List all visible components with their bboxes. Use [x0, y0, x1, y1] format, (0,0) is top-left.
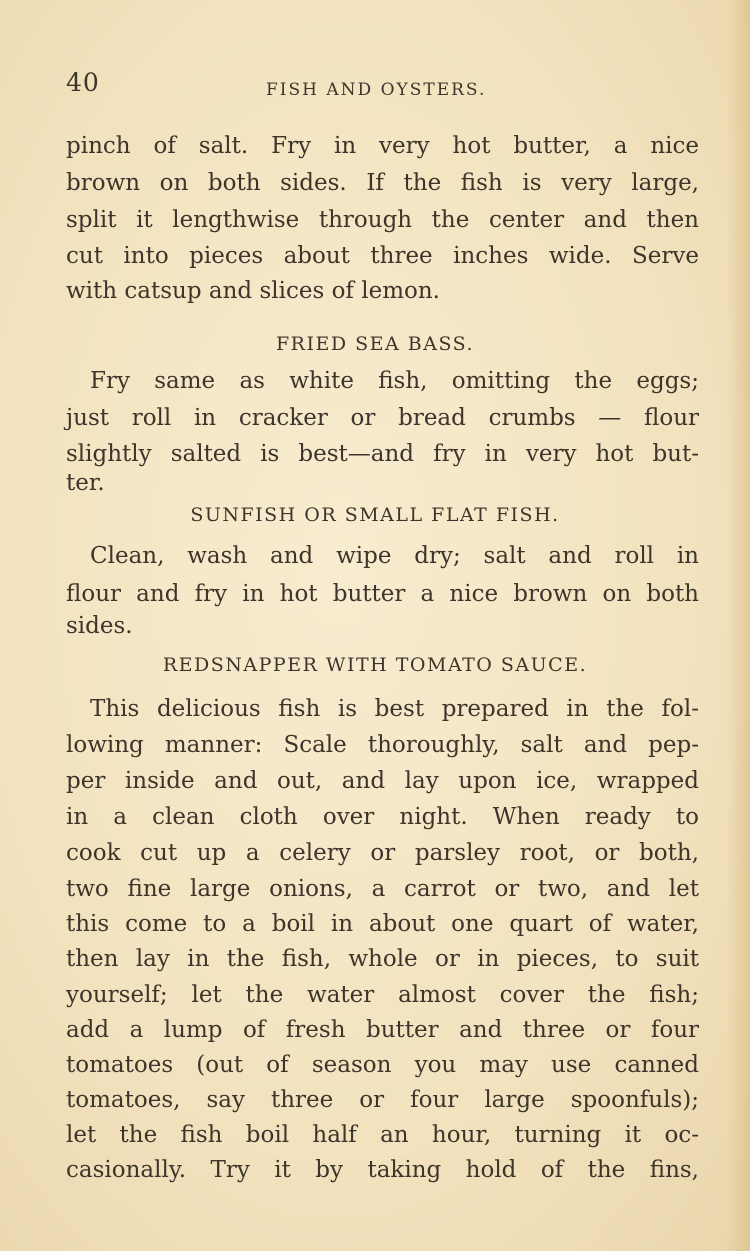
body-line: sides.	[66, 613, 133, 639]
body-line: split it lengthwise through the center and then	[66, 207, 699, 233]
body-line: per inside and out, and lay upon ice, wrapped	[66, 768, 699, 794]
body-line: two fine large onions, a carrot or two, and let	[66, 876, 699, 902]
body-line: Clean, wash and wipe dry; salt and roll in	[90, 543, 699, 569]
body-line: casionally. Try it by taking hold of the fins,	[66, 1157, 699, 1183]
body-line: tomatoes (out of season you may use canned	[66, 1052, 699, 1078]
section-heading: REDSNAPPER WITH TOMATO SAUCE.	[162, 654, 588, 676]
section-heading: SUNFISH OR SMALL FLAT FISH.	[190, 504, 560, 526]
body-line: just roll in cracker or bread crumbs — flour	[66, 405, 699, 431]
running-head: FISH AND OYSTERS.	[266, 80, 487, 100]
body-line: cook cut up a celery or parsley root, or both,	[66, 840, 699, 866]
body-line: Fry same as white fish, omitting the eggs;	[90, 368, 699, 394]
body-line: lowing manner: Scale thoroughly, salt and pep-	[66, 732, 699, 758]
body-line: yourself; let the water almost cover the fish;	[66, 982, 699, 1008]
body-line: This delicious fish is best prepared in the fol-	[90, 696, 699, 722]
page-number: 40	[66, 68, 100, 97]
body-line: let the fish boil half an hour, turning it oc-	[66, 1122, 699, 1148]
body-line: with catsup and slices of lemon.	[66, 278, 440, 304]
body-line: cut into pieces about three inches wide. Serve	[66, 243, 699, 269]
body-line: slightly salted is best—and fry in very hot but-	[66, 441, 699, 467]
body-line: add a lump of fresh butter and three or four	[66, 1017, 699, 1043]
body-line: then lay in the fish, whole or in pieces, to suit	[66, 946, 699, 972]
body-line: ter.	[66, 470, 105, 496]
body-line: flour and fry in hot butter a nice brown on both	[66, 581, 699, 607]
page-header	[66, 68, 706, 108]
body-line: brown on both sides. If the fish is very large,	[66, 170, 699, 196]
body-line: tomatoes, say three or four large spoonfuls);	[66, 1087, 699, 1113]
page-edge-shading	[726, 0, 750, 1251]
body-line: in a clean cloth over night. When ready to	[66, 804, 699, 830]
section-heading: FRIED SEA BASS.	[275, 333, 475, 355]
body-line: pinch of salt. Fry in very hot butter, a nice	[66, 133, 699, 159]
body-line: this come to a boil in about one quart of water,	[66, 911, 699, 937]
